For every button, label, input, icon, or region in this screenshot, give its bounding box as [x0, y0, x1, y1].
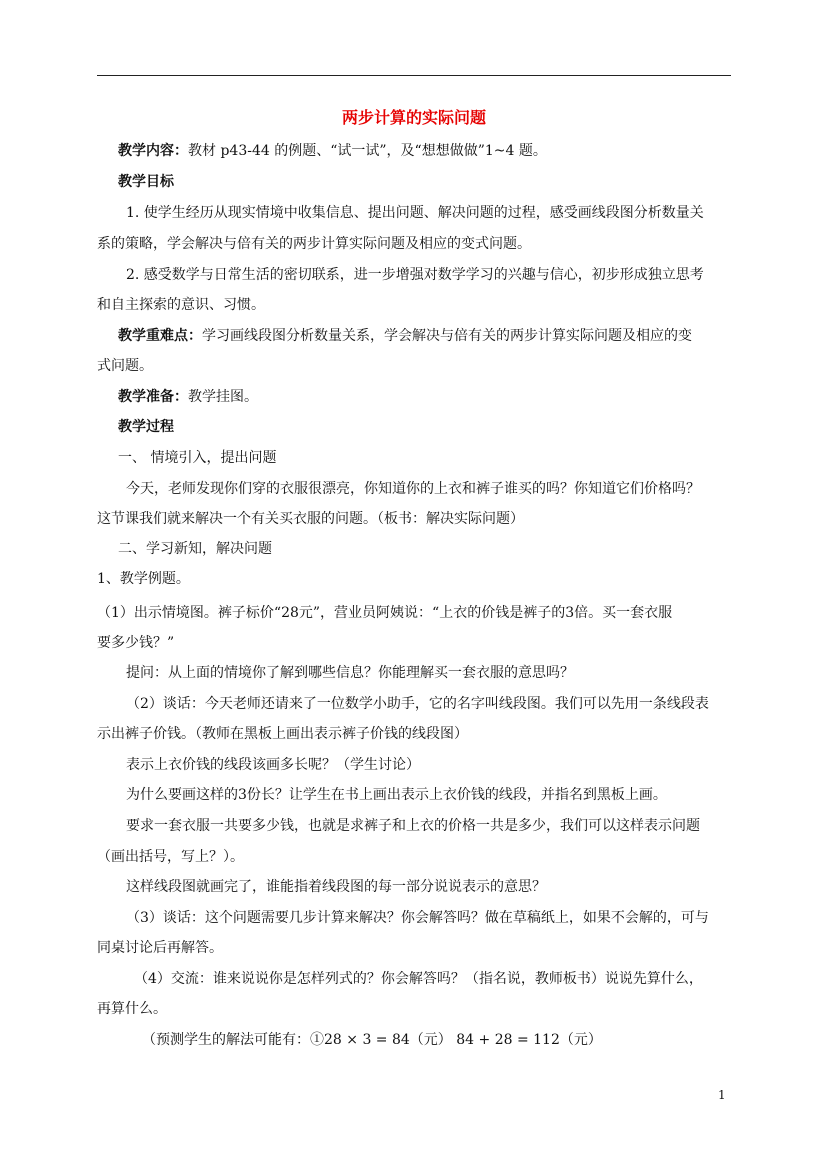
paragraph-line: （2）谈话：今天老师还请来了一位数学小助手，它的名字叫线段图。我们可以先用一条线段表: [126, 696, 709, 712]
line-label: 教学准备：: [118, 389, 188, 405]
page-number: 1: [718, 1088, 726, 1102]
section-heading: 二、学习新知，解决问题: [118, 541, 272, 557]
header-rule: [97, 75, 731, 76]
paragraph-line: 表示上衣价钱的线段该画多长呢？（学生讨论）: [126, 757, 420, 773]
paragraph-line: 示出裤子价钱。（教师在黑板上画出表示裤子价钱的线段图）: [97, 726, 468, 742]
paragraph-line: （4）交流：谁来说说你是怎样列式的？你会解答吗？（指名说，教师板书）说说先算什么，: [134, 971, 703, 987]
paragraph-line: （预测学生的解法可能有：①28 × 3 = 84（元） 84 + 28 = 112（元）: [142, 1032, 602, 1048]
paragraph-line: 提问：从上面的情境你了解到哪些信息？你能理解买一套衣服的意思吗？: [126, 665, 574, 681]
teaching-goals-heading: 教学目标: [118, 174, 174, 190]
line-label: 教学内容：: [118, 143, 188, 159]
paragraph-line: 同桌讨论后再解答。: [97, 940, 223, 956]
paragraph-line: 1、教学例题。: [97, 571, 190, 587]
paragraph-line: 要求一套衣服一共要多少钱，也就是求裤子和上衣的价格一共是多少，我们可以这样表示问题: [126, 818, 700, 834]
paragraph-line: 系的策略，学会解决与倍有关的两步计算实际问题及相应的变式问题。: [97, 236, 531, 252]
paragraph-line: 和自主探索的意识、习惯。: [97, 297, 265, 313]
line-text: 教材 p43-44 的例题、“试一试”，及“想想做做”1~4 题。: [188, 143, 547, 159]
paragraph-line: 1. 使学生经历从现实情境中收集信息、提出问题、解决问题的过程，感受画线段图分析数量关: [126, 205, 704, 221]
teaching-prep-line: [118, 388, 258, 406]
paragraph-line: （3）谈话：这个问题需要几步计算来解决？你会解答吗？做在草稿纸上，如果不会解的，可与: [126, 910, 709, 926]
line-text: 教学挂图。: [188, 389, 258, 405]
paragraph-line: 式问题。: [97, 358, 153, 374]
paragraph-line: （1）出示情境图。裤子标价“28元”，营业员阿姨说：“上衣的价钱是裤子的3倍。买一套衣服: [97, 605, 673, 621]
teaching-content-line: [118, 142, 547, 160]
paragraph-line: 这样线段图就画完了，谁能指着线段图的每一部分说说表示的意思？: [126, 879, 546, 895]
key-difficulty-line: [118, 327, 692, 345]
paragraph-line: 2. 感受数学与日常生活的密切联系，进一步增强对数学学习的兴趣与信心，初步形成独立思考: [126, 267, 704, 283]
page-title: 两步计算的实际问题: [341, 108, 486, 127]
line-text: 学习画线段图分析数量关系，学会解决与倍有关的两步计算实际问题及相应的变: [202, 328, 692, 344]
teaching-process-heading: 教学过程: [118, 419, 174, 435]
line-label: 教学重难点：: [118, 328, 202, 344]
paragraph-line: 要多少钱？”: [97, 635, 175, 651]
paragraph-line: 今天，老师发现你们穿的衣服很漂亮，你知道你的上衣和裤子谁买的吗？你知道它们价格吗？: [126, 481, 700, 497]
paragraph-line: 这节课我们就来解决一个有关买衣服的问题。（板书：解决实际问题）: [97, 511, 524, 527]
paragraph-line: 为什么要画这样的3份长？让学生在书上画出表示上衣价钱的线段，并指名到黑板上画。: [126, 787, 667, 803]
paragraph-line: 再算什么。: [97, 1001, 167, 1017]
paragraph-line: （画出括号，写上？）。: [97, 849, 244, 865]
section-heading: 一、 情境引入，提出问题: [118, 450, 277, 466]
